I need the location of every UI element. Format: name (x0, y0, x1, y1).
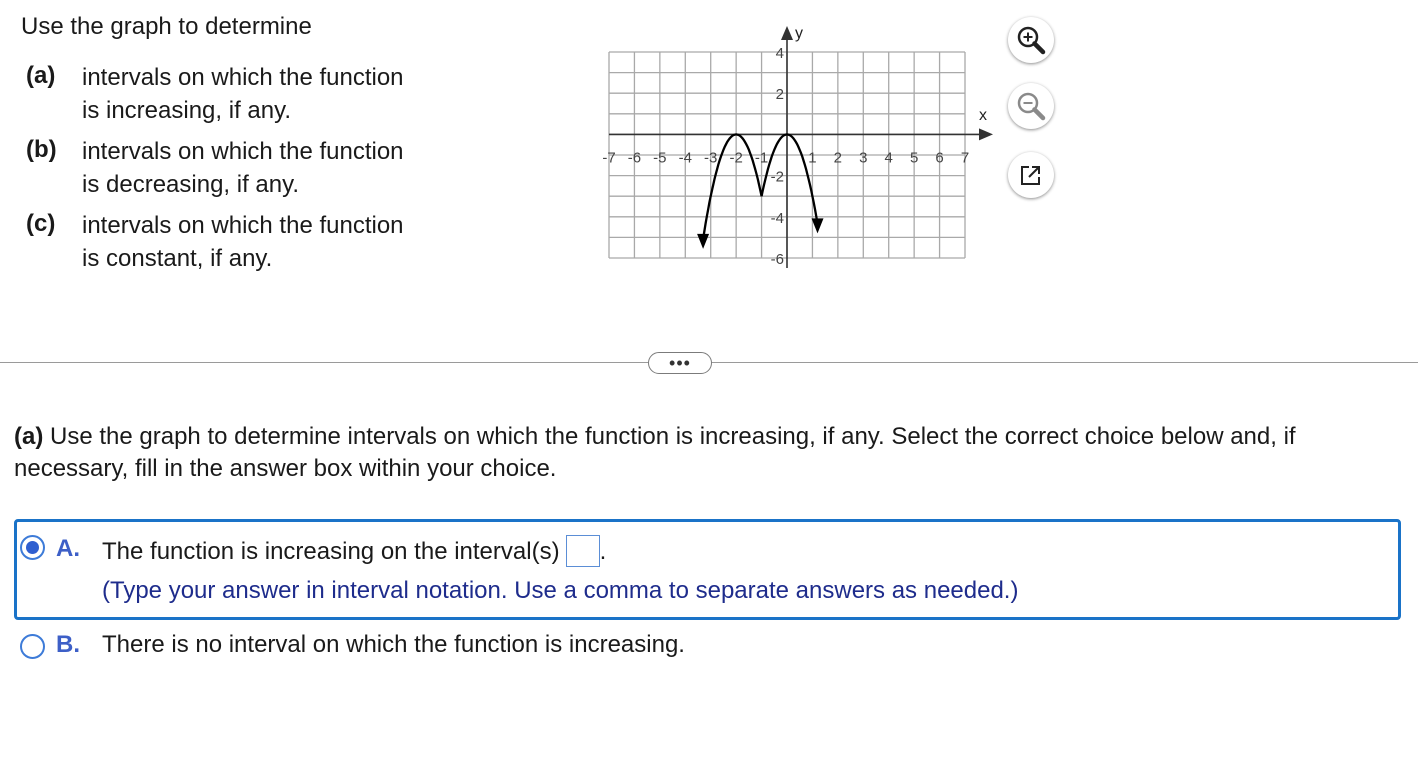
curve-left-arrow (697, 234, 709, 249)
x-tick-label: 1 (808, 149, 817, 167)
x-tick-label: 5 (909, 149, 919, 167)
x-axis-label: x (979, 107, 987, 124)
open-external-icon (1018, 162, 1044, 188)
open-external-button[interactable] (1008, 152, 1054, 198)
problem-intro: Use the graph to determine (21, 13, 312, 40)
zoom-in-icon (1015, 24, 1047, 56)
x-tick-label: -6 (627, 149, 642, 167)
zoom-in-button[interactable] (1008, 17, 1054, 63)
choice-b-text: There is no interval on which the function is increasing. (102, 631, 685, 658)
more-button[interactable]: ••• (648, 352, 712, 374)
x-tick-label: 3 (859, 149, 868, 167)
x-tick-label: 7 (960, 149, 970, 167)
choice-b-letter: B. (56, 631, 80, 658)
choice-b-radio[interactable] (20, 634, 45, 659)
choice-a-letter: A. (56, 535, 80, 562)
part-text (82, 135, 404, 201)
choice-a-period: . (599, 538, 607, 565)
part-line: intervals on which the function (82, 212, 404, 239)
x-tick-label: 4 (884, 149, 893, 167)
part-line: intervals on which the function (82, 138, 404, 165)
curve-right-arrow (812, 218, 824, 233)
part-line: is constant, if any. (82, 245, 273, 272)
choice-a-radio[interactable] (20, 535, 45, 560)
x-tick-label: -5 (653, 149, 667, 167)
choice-a-label: The function is increasing on the interval(s) (102, 538, 560, 565)
x-tick-label: -7 (602, 149, 616, 167)
part-line: is decreasing, if any. (82, 171, 299, 198)
function-graph[interactable] (592, 16, 1002, 268)
x-tick-label: 6 (935, 149, 944, 167)
y-axis-arrow (781, 26, 793, 40)
x-tick-label: -1 (754, 149, 769, 167)
question-prompt (14, 421, 1404, 485)
choice-a-text (102, 538, 606, 567)
part-text (82, 209, 404, 275)
problem-part-a (26, 62, 404, 127)
answer-input-box[interactable] (566, 535, 600, 567)
zoom-out-icon (1015, 90, 1047, 122)
part-line: is increasing, if any. (82, 97, 291, 124)
question-text: Use the graph to determine intervals on which the function is increasing, if any. Select the correct choice below and, if necessary, fill in the answer box within your choice. (14, 423, 1296, 482)
answer-format-hint: (Type your answer in interval notation. Use a comma to separate answers as needed.) (102, 577, 1019, 604)
x-tick-label: 2 (833, 149, 843, 167)
radio-selected-dot (26, 541, 39, 554)
zoom-out-button[interactable] (1008, 83, 1054, 129)
x-tick-label: -3 (704, 149, 718, 167)
y-tick-label: -2 (770, 168, 784, 186)
y-tick-label: -6 (770, 251, 784, 268)
part-letter: (c) (26, 210, 56, 237)
problem-part-b (26, 136, 404, 201)
x-tick-label: -4 (678, 149, 692, 167)
part-line: intervals on which the function (82, 64, 404, 91)
y-axis-label: y (795, 25, 803, 42)
problem-part-c (26, 210, 404, 275)
x-tick-label: -2 (729, 149, 743, 167)
graph-axes (609, 26, 993, 268)
part-letter: (a) (26, 62, 56, 89)
problem-parts (26, 62, 404, 284)
part-letter: (b) (26, 136, 57, 163)
part-text (82, 61, 404, 127)
y-tick-label: -4 (770, 209, 784, 227)
y-tick-label: 2 (775, 86, 784, 104)
y-tick-label: 4 (775, 45, 784, 62)
question-part-label: (a) (14, 423, 44, 450)
x-axis-arrow (979, 128, 993, 140)
